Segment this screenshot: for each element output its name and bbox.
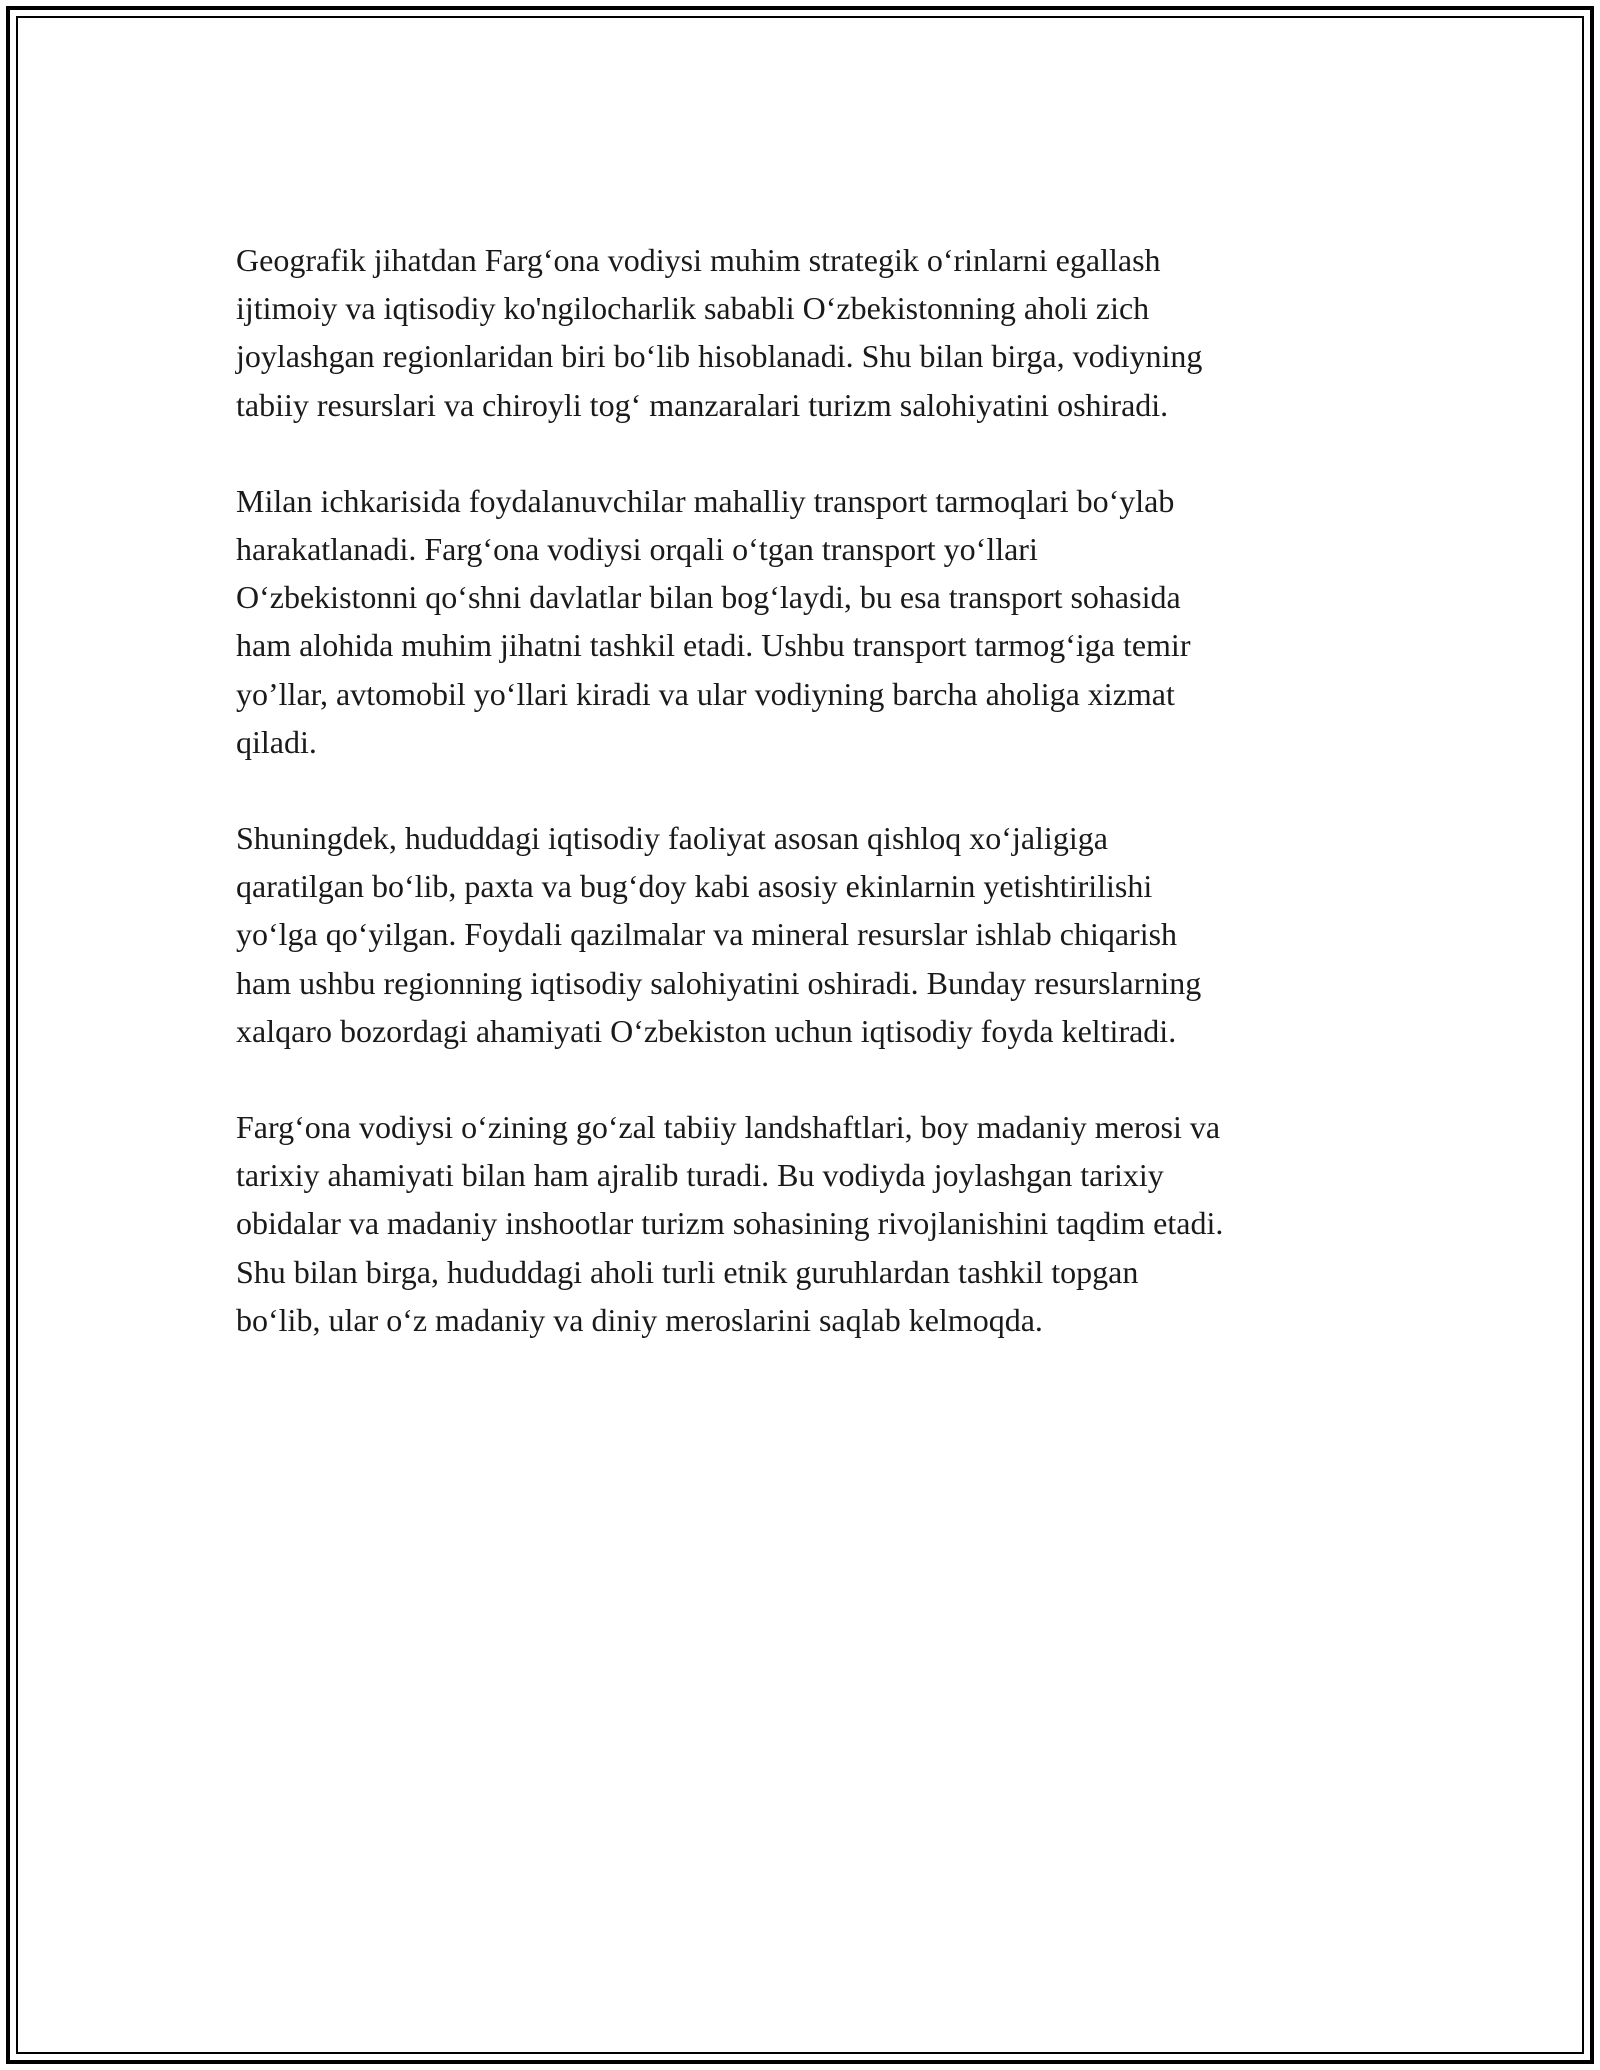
text-line: Shuningdek, hududdagi iqtisodiy faoliyat asosan qishloq xo‘jaligiga bbox=[236, 820, 1108, 857]
paragraph-1 bbox=[236, 236, 1416, 429]
text-line: yo‘lga qo‘yilgan. Foydali qazilmalar va mineral resurslar ishlab chiqarish bbox=[236, 916, 1178, 953]
text-line: Shu bilan birga, hududdagi aholi turli etnik guruhlardan tashkil topgan bbox=[236, 1253, 1139, 1290]
paragraph-3 bbox=[236, 814, 1416, 1055]
text-line: qaratilgan bo‘lib, paxta va bug‘doy kabi asosiy ekinlarnin yetishtirilishi bbox=[236, 868, 1153, 905]
text-line: obidalar va madaniy inshootlar turizm sohasining rivojlanishini taqdim etadi. bbox=[236, 1205, 1224, 1242]
document-body bbox=[236, 236, 1416, 1392]
paragraph-2 bbox=[236, 477, 1416, 766]
text-line: ham alohida muhim jihatni tashkil etadi. Ushbu transport tarmog‘iga temir bbox=[236, 627, 1191, 664]
text-line: tabiiy resurslari va chiroyli tog‘ manzaralari turizm salohiyatini oshiradi. bbox=[236, 386, 1169, 423]
text-line: harakatlanadi. Farg‘ona vodiysi orqali o‘tgan transport yo‘llari bbox=[236, 531, 1038, 568]
text-line: qiladi. bbox=[236, 723, 317, 760]
text-line: Farg‘ona vodiysi o‘zining go‘zal tabiiy landshaftlari, boy madaniy merosi va bbox=[236, 1109, 1221, 1146]
text-line: Milan ichkarisida foydalanuvchilar mahalliy transport tarmoqlari bo‘ylab bbox=[236, 482, 1175, 519]
text-line: yo’llar, avtomobil yo‘llari kiradi va ular vodiyning barcha aholiga xizmat bbox=[236, 675, 1175, 712]
paragraph-4 bbox=[236, 1103, 1416, 1344]
text-line: bo‘lib, ular o‘z madaniy va diniy meroslarini saqlab kelmoqda. bbox=[236, 1301, 1043, 1338]
text-line: tarixiy ahamiyati bilan ham ajralib turadi. Bu vodiyda joylashgan tarixiy bbox=[236, 1157, 1164, 1194]
text-line: ham ushbu regionning iqtisodiy salohiyatini oshiradi. Bunday resurslarning bbox=[236, 964, 1202, 1001]
text-line: ijtimoiy va iqtisodiy ko'ngilocharlik sababli O‘zbekistonning aholi zich bbox=[236, 290, 1150, 327]
text-line: joylashgan regionlaridan biri bo‘lib hisoblanadi. Shu bilan birga, vodiyning bbox=[236, 338, 1203, 375]
text-line: xalqaro bozordagi ahamiyati O‘zbekiston uchun iqtisodiy foyda keltiradi. bbox=[236, 1012, 1177, 1049]
text-line: Geografik jihatdan Farg‘ona vodiysi muhim strategik o‘rinlarni egallash bbox=[236, 242, 1161, 278]
text-line: O‘zbekistonni qo‘shni davlatlar bilan bog‘laydi, bu esa transport sohasida bbox=[236, 579, 1181, 616]
